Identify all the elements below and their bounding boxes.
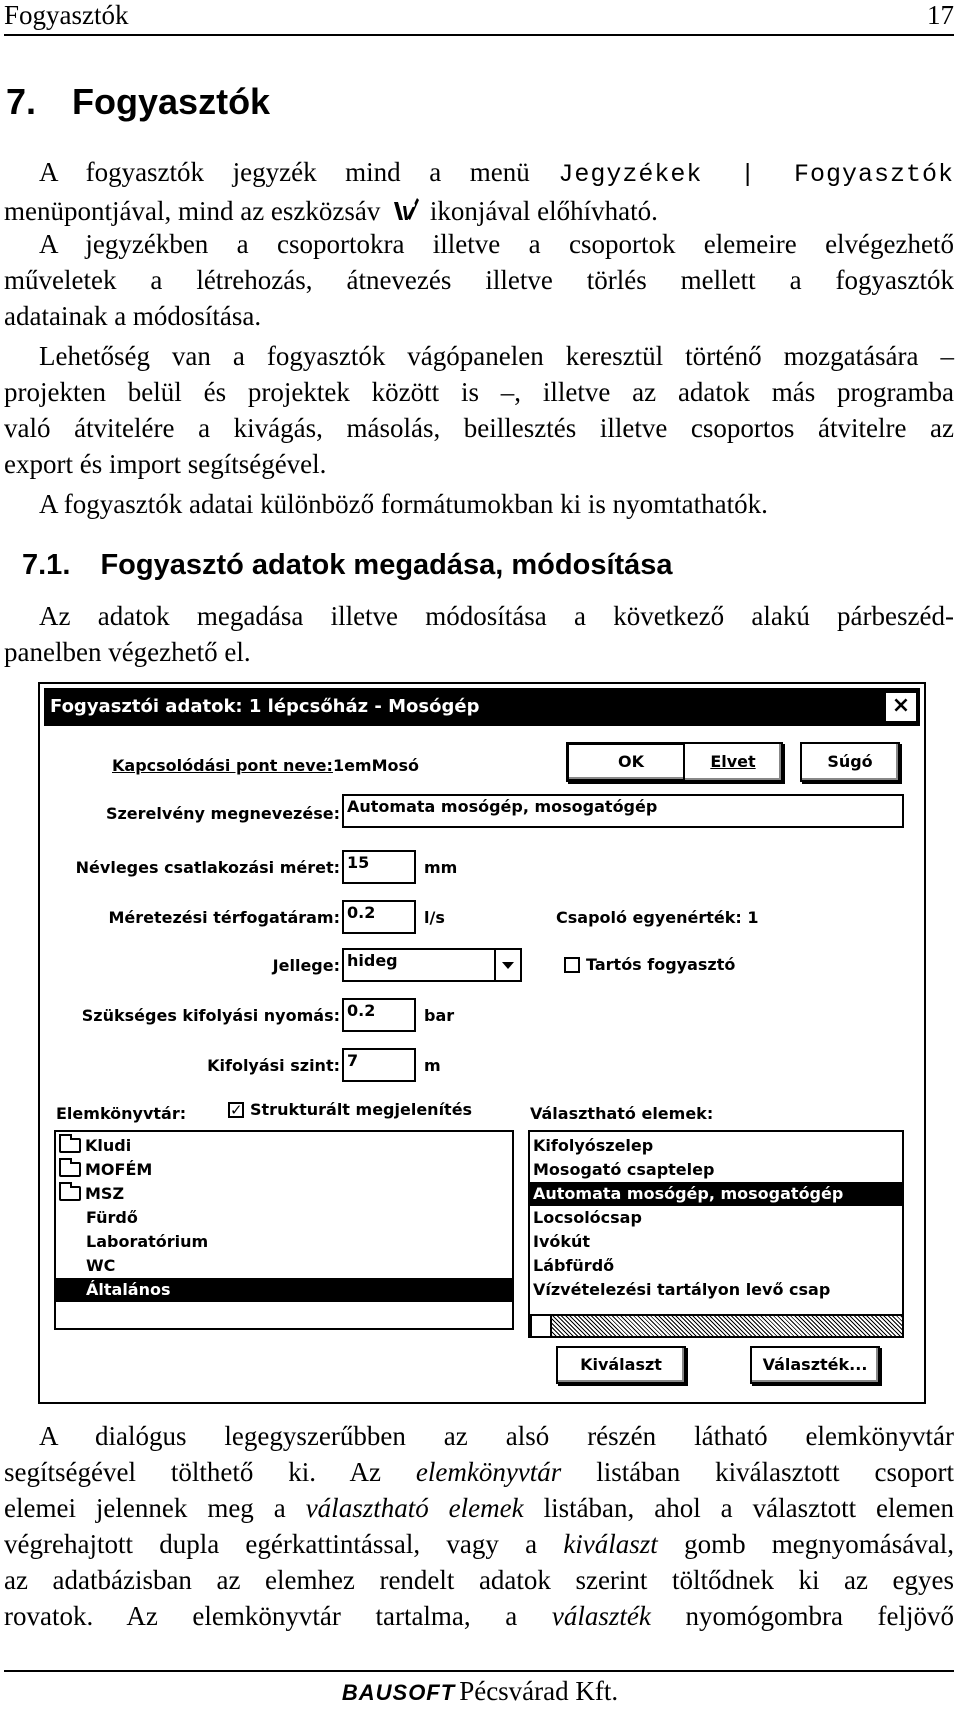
close-button[interactable]: [886, 693, 916, 721]
assortment-button[interactable]: [750, 1346, 880, 1384]
nominal-size-input[interactable]: 15: [342, 850, 416, 884]
permanent-consumer-checkbox[interactable]: [564, 957, 580, 973]
structured-view-label: Strukturált megjelenítés: [250, 1100, 473, 1119]
close-icon: ×: [891, 693, 911, 718]
intro-text: menüpontjával, mind az eszközsáv: [4, 196, 381, 226]
library-list-item[interactable]: [56, 1134, 512, 1158]
selectable-list-items: [530, 1132, 902, 1302]
library-item-label: MSZ: [85, 1184, 125, 1203]
selectable-items-list[interactable]: [528, 1130, 904, 1338]
character-select-value: hideg: [347, 951, 398, 970]
chapter-number: 7.: [6, 81, 37, 122]
structured-view-checkbox[interactable]: [228, 1102, 244, 1118]
fixture-label: Szerelvény megnevezése:: [105, 804, 340, 823]
intro-paragraph-2: A jegyzékben a csoportokra illetve a csoportok elemeire elvégezhető műveletek a létrehozás, átnevezés illetve törlés mellett a fogyasztók adatainak a módosítása.: [4, 229, 954, 331]
selectable-list-item[interactable]: Automata mosógép, mosogatógép: [530, 1182, 902, 1206]
assortment-button-label: Választék...: [762, 1355, 868, 1374]
outflow-pressure-unit: bar: [424, 1006, 455, 1025]
flow-rate-label: Méretezési térfogatáram:: [108, 908, 340, 927]
intro-paragraph-4: A fogyasztók adatai különböző formátumokban ki is nyomtathatók.: [39, 489, 768, 519]
consumer-data-dialog: [38, 682, 926, 1404]
library-list-item[interactable]: [56, 1206, 512, 1230]
ok-button[interactable]: [566, 742, 696, 782]
dialog-title-bar[interactable]: [44, 688, 920, 726]
library-list-item[interactable]: [56, 1230, 512, 1254]
select-button-label: Kiválaszt: [580, 1355, 662, 1374]
structured-check-mark: ✓: [230, 1101, 243, 1119]
outflow-level-label: Kifolyási szint:: [207, 1056, 340, 1075]
chevron-down-icon: [496, 950, 520, 980]
tap-equivalent: Csapoló egyenérték: 1: [556, 908, 759, 927]
chapter-heading: [6, 80, 270, 124]
section-number: 7.1.: [22, 549, 71, 581]
intro-text: A fogyasztók jegyzék mind a menü: [39, 157, 530, 187]
selectable-list-item[interactable]: Locsolócsap: [533, 1208, 642, 1227]
selectable-list-item[interactable]: Kifolyószelep: [533, 1136, 654, 1155]
footer-company: Pécsvárad Kft.: [459, 1676, 619, 1706]
connection-point-label-text: Kapcsolódási pont neve:: [112, 756, 333, 775]
horizontal-scrollbar[interactable]: [530, 1314, 902, 1336]
intro-text: ikonjával előhívható.: [429, 196, 658, 226]
open-folder-icon: [59, 1186, 81, 1201]
library-item-label: Kludi: [85, 1136, 132, 1155]
library-list-item[interactable]: [56, 1182, 512, 1206]
help-button[interactable]: [800, 742, 900, 782]
folder-icon: [59, 1162, 81, 1177]
outflow-level-unit: m: [424, 1056, 441, 1075]
outflow-pressure-input[interactable]: 0.2: [342, 998, 416, 1032]
library-list-items: [56, 1132, 512, 1302]
bausoft-logo: BAUSOFT: [341, 1680, 456, 1705]
library-item-label: Általános: [86, 1280, 171, 1299]
footer: [0, 1676, 960, 1707]
cancel-button[interactable]: [683, 742, 783, 782]
scrollbar-thumb[interactable]: [530, 1316, 552, 1336]
character-label: Jellege:: [272, 956, 340, 975]
section-title: Fogyasztó adatok megadása, módosítása: [100, 549, 673, 581]
cancel-button-label: Elvet: [710, 752, 756, 771]
dropdown-button[interactable]: [494, 950, 520, 980]
consumers-toolbar-icon: [391, 196, 419, 224]
body-paragraph: A dialógus legegyszerűbben az alsó részén látható elemkönyvtár segítségével tölthető ki. Az elemkönyvtár listában kiválasztott csoport elemei jelennek meg a választható elemek listában, ahol a választott elemen végrehajtott dupla egérkattintással, vagy a kiválaszt gomb megnyomásával, az adatbázisban az elemhez rendelt adatok szerint töltődnek ki az egyes rovatok. Az elemkönyvtár tartalma, a választék nyomógombra feljövő: [4, 1421, 955, 1631]
footer-rule: [4, 1670, 954, 1672]
select-button[interactable]: [556, 1346, 686, 1384]
connection-point-label: [112, 756, 419, 776]
chapter-title: Fogyasztók: [72, 81, 271, 122]
library-list-item[interactable]: [56, 1254, 512, 1278]
dialog-title: Fogyasztói adatok: 1 lépcsőház - Mosógép: [50, 696, 480, 717]
selectable-list-item[interactable]: Ivókút: [533, 1232, 591, 1251]
running-header-title: Fogyasztók: [4, 0, 129, 30]
character-select[interactable]: [342, 948, 522, 982]
nominal-size-label: Névleges csatlakozási méret:: [75, 858, 340, 877]
page-number: 17: [927, 0, 954, 30]
library-list[interactable]: [54, 1130, 514, 1330]
flow-rate-unit: l/s: [424, 908, 445, 927]
library-item-label: Laboratórium: [86, 1232, 209, 1251]
permanent-consumer-label: Tartós fogyasztó: [586, 955, 736, 974]
nominal-size-unit: mm: [424, 858, 458, 877]
folder-icon: [59, 1138, 81, 1153]
outflow-pressure-label: Szükséges kifolyási nyomás:: [81, 1006, 340, 1025]
section-heading: [22, 546, 673, 584]
selectable-list-item[interactable]: Lábfürdő: [533, 1256, 615, 1275]
library-list-item[interactable]: [56, 1278, 512, 1302]
flow-rate-input[interactable]: 0.2: [342, 900, 416, 934]
library-item-label: MOFÉM: [85, 1160, 153, 1179]
library-item-label: WC: [86, 1256, 116, 1275]
selectable-list-item[interactable]: Vízvételezési tartályon levő csap: [533, 1280, 831, 1299]
library-item-label: Fürdő: [86, 1208, 138, 1227]
selectable-list-item[interactable]: Mosogató csaptelep: [533, 1160, 715, 1179]
selectable-items-label: Választható elemek:: [530, 1104, 714, 1123]
connection-point-value: 1emMosó: [332, 756, 420, 775]
intro-paragraph-3: Lehetőség van a fogyasztók vágópanelen keresztül történő mozgatására – projekten belül és projektek között is –, illetve az adatok más programba való átvitelére a kivágás, másolás, beillesztés illetve csoportos átvitelre az export és import segítségével.: [4, 341, 954, 479]
menu-path: Jegyzékek | Fogyasztók: [558, 160, 954, 189]
intro-paragraph-1: [4, 154, 954, 229]
running-header: [4, 0, 954, 36]
library-label: Elemkönyvtár:: [56, 1104, 187, 1123]
section-paragraph: Az adatok megadása illetve módosítása a következő alakú párbeszéd- panelben végezhető el.: [4, 601, 954, 667]
library-list-item[interactable]: [56, 1158, 512, 1182]
ok-button-label: OK: [618, 752, 644, 771]
outflow-level-input[interactable]: 7: [342, 1048, 416, 1082]
help-button-label: Súgó: [827, 752, 873, 771]
fixture-input[interactable]: Automata mosógép, mosogatógép: [342, 794, 904, 828]
